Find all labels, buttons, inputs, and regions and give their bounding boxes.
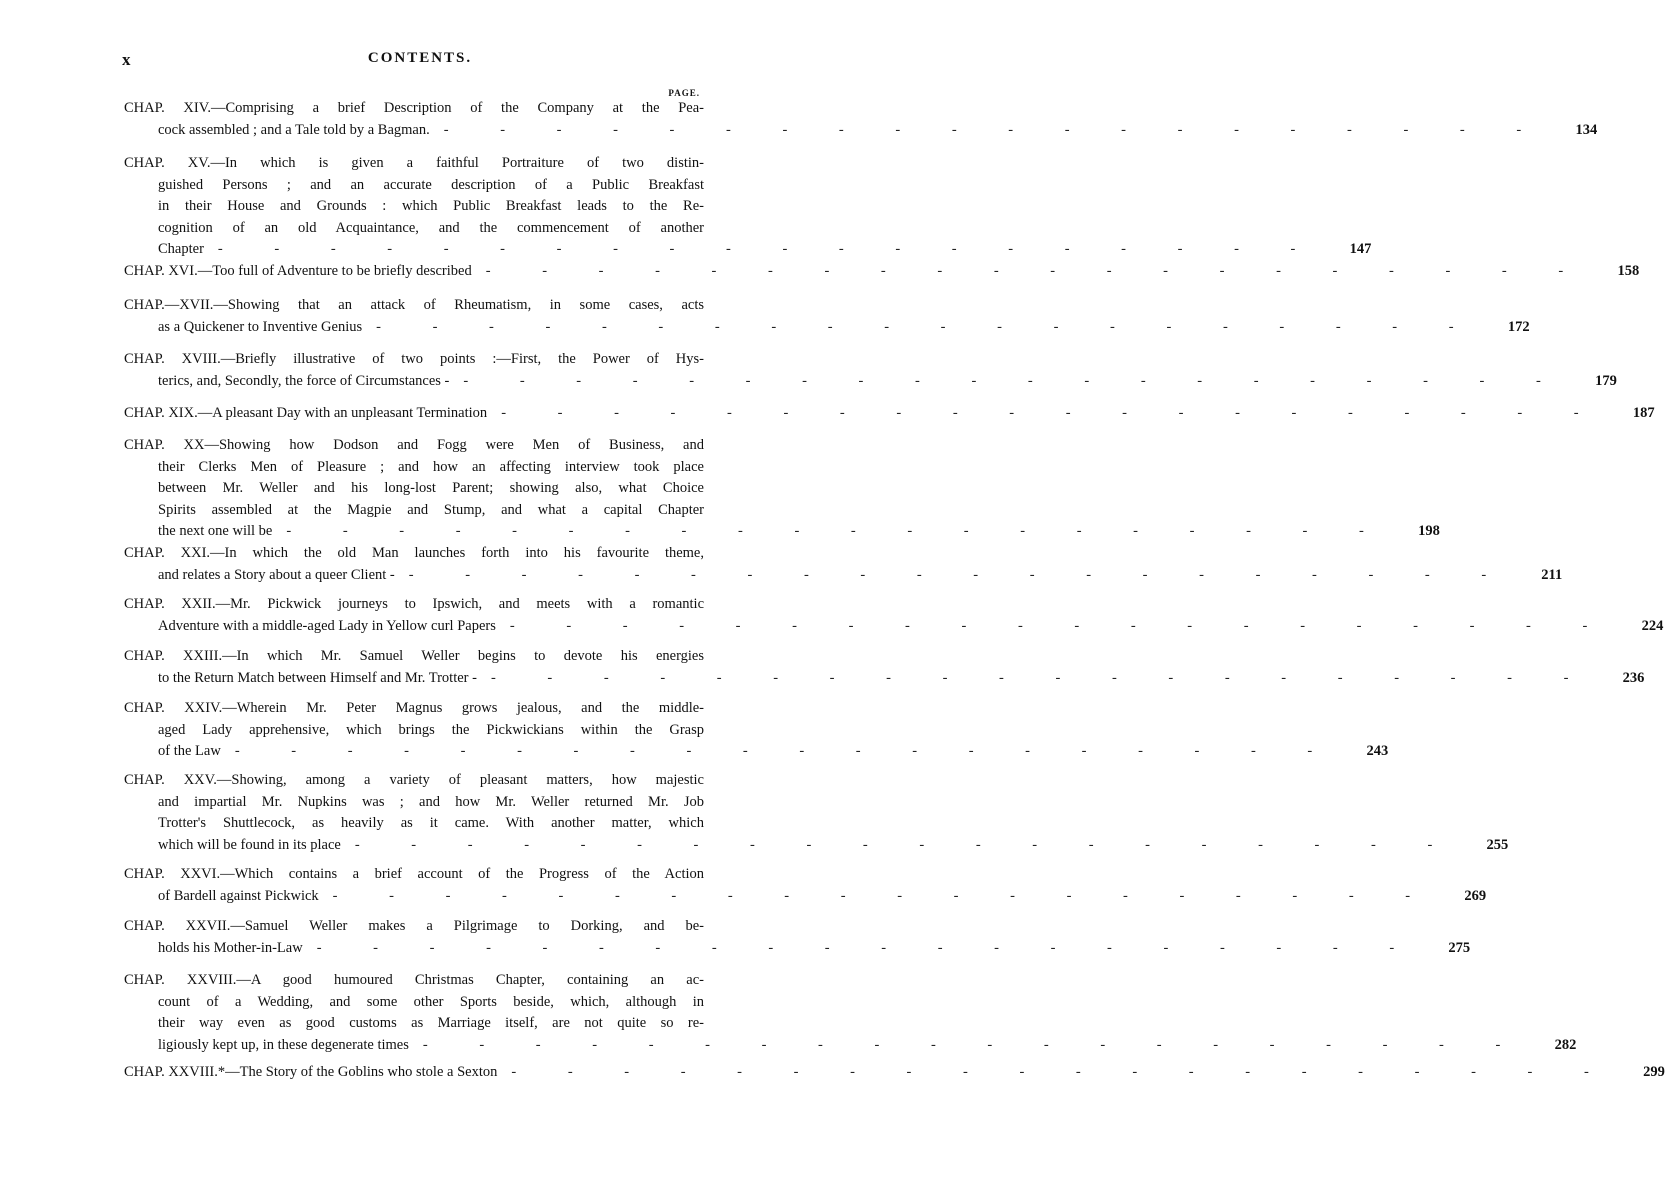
entry-last-line (124, 565, 1563, 587)
entry-last-line (124, 616, 1664, 638)
page-ref: 299 (1643, 1064, 1665, 1080)
leader-dashes: - - - - - - - - - - - - - - - - - - - - (316, 939, 1419, 956)
entry-last-line (124, 521, 1440, 543)
entry-text: to the Return Match between Himself and Mr. Trotter - (158, 669, 477, 686)
entry-line: between Mr. Weller and his long-lost Parent; showing also, what Choice (158, 480, 704, 496)
contents-entry (124, 403, 1655, 425)
page-ref: 243 (1366, 743, 1389, 759)
entry-text: the next one will be (158, 523, 273, 539)
contents-entry (124, 1062, 1665, 1084)
entry-text: of Bardell against Pickwick (158, 887, 319, 904)
entry-text: ligiously kept up, in these degenerate times (158, 1036, 409, 1053)
contents-entry (124, 295, 1530, 338)
page-ref: 275 (1448, 939, 1471, 956)
entry-text: terics, and, Secondly, the force of Circumstances - (158, 372, 450, 389)
contents-entry (124, 435, 1440, 543)
leader-dashes: - - - - - - - - - - - - - - - - - - - - (422, 1036, 1525, 1053)
entry-text: and relates a Story about a queer Client - (158, 566, 395, 583)
entry-text: holds his Mother-in-Law (158, 939, 303, 956)
page-title: CONTENTS. (367, 50, 473, 66)
page-ref: 224 (1641, 617, 1664, 634)
contents-entry (124, 543, 1563, 586)
leader-dashes: - - - - - - - - - - - - - - - - - - - - (443, 121, 1546, 138)
page-ref: 179 (1595, 372, 1617, 389)
entry-last-line (124, 938, 1471, 960)
entry-last-line (124, 261, 1640, 283)
page-ref: 172 (1507, 318, 1530, 335)
contents-entry (124, 770, 1509, 856)
page-column-label: PAGE. (668, 88, 700, 98)
page-ref: 198 (1418, 523, 1440, 539)
entry-last-line (124, 668, 1645, 690)
entry-last-line (124, 371, 1617, 393)
entry-line: CHAP. XXI.—In which the old Man launches forth into his favourite theme, (124, 545, 704, 561)
entry-line: CHAP. XXII.—Mr. Pickwick journeys to Ipswich, and meets with a romantic (124, 596, 704, 612)
leader-dashes: - - - - - - - - - - - - - - - - - - - - (286, 523, 1388, 539)
entry-line: CHAP. XX—Showing how Dodson and Fogg were Men of Business, and (124, 437, 704, 453)
page-ref: 255 (1486, 836, 1509, 853)
page-ref: 269 (1464, 887, 1487, 904)
leader-dashes: - - - - - - - - - - - - - - - - - - - - (501, 405, 1603, 421)
entry-last-line (124, 1062, 1665, 1084)
leader-dashes: - - - - - - - - - - - - - - - - - - - - (485, 263, 1588, 279)
entry-text: CHAP. XIX.—A pleasant Day with an unpleasant Termination (124, 405, 488, 421)
contents-entry (124, 153, 1372, 261)
entry-line: CHAP. XVIII.—Briefly illustrative of two points :—First, the Power of Hys- (124, 351, 704, 367)
contents-entry (124, 98, 1598, 141)
entry-line: their way even as good customs as Marriage itself, are not quite so re- (158, 1015, 704, 1031)
contents-entry (124, 646, 1645, 689)
page-ref: 158 (1617, 263, 1640, 279)
entry-line: cognition of an old Acquaintance, and the commencement of another (158, 219, 704, 236)
entry-line: and impartial Mr. Nupkins was ; and how Mr. Weller returned Mr. Job (158, 793, 704, 810)
entry-last-line (124, 403, 1655, 425)
entry-last-line (124, 1035, 1577, 1057)
entry-line: CHAP. XIV.—Comprising a brief Description of the Company at the Pea- (124, 100, 704, 116)
contents-entry (124, 864, 1487, 907)
entry-line: guished Persons ; and an accurate description of a Public Breakfast (158, 176, 704, 193)
entry-text: CHAP. XXVIII.*—The Story of the Goblins who stole a Sexton (124, 1064, 498, 1080)
entry-text: CHAP. XVI.—Too full of Adventure to be briefly described (124, 263, 472, 279)
leader-dashes: - - - - - - - - - - - - - - - - - - - - (511, 1064, 1613, 1080)
contents-entry (124, 349, 1617, 392)
page-number: x (122, 50, 131, 69)
entry-last-line (124, 120, 1598, 142)
entry-text: Chapter (158, 241, 204, 257)
contents-entry (124, 594, 1664, 637)
entry-line: CHAP. XXV.—Showing, among a variety of pleasant matters, how majestic (124, 772, 704, 788)
contents-entry (124, 261, 1640, 283)
contents-entry (124, 916, 1471, 959)
contents-entry (124, 970, 1577, 1056)
entry-line: CHAP. XXIV.—Wherein Mr. Peter Magnus grows jealous, and the middle- (124, 700, 704, 716)
leader-dashes: - - - - - - - - - - - - - - - - - - - - (234, 743, 1337, 759)
entry-text: which will be found in its place (158, 836, 341, 853)
leader-dashes: - - - - - - - - - - - - - - - - - - - - (332, 887, 1435, 904)
entry-last-line (124, 886, 1487, 908)
entry-line: count of a Wedding, and some other Sports beside, which, although in (158, 993, 704, 1010)
leader-dashes: - - - - - - - - - - - - - - - - - - - - (217, 241, 1320, 257)
entry-line: their Clerks Men of Pleasure ; and how an affecting interview took place (158, 458, 704, 475)
entry-text: cock assembled ; and a Tale told by a Bagman. (158, 121, 430, 138)
page-ref: 282 (1554, 1036, 1577, 1053)
leader-dashes: - - - - - - - - - - - - - - - - - - - - (490, 669, 1593, 686)
entry-text: of the Law (158, 743, 221, 759)
entry-line: Trotter's Shuttlecock, as heavily as it came. With another matter, which (158, 815, 704, 831)
leader-dashes: - - - - - - - - - - - - - - - - - - - - (354, 836, 1457, 853)
leader-dashes: - - - - - - - - - - - - - - - - - - - - (509, 617, 1612, 634)
entry-last-line (124, 835, 1509, 857)
entry-line: CHAP. XXVI.—Which contains a brief account of the Progress of the Action (124, 866, 704, 882)
leader-dashes: - - - - - - - - - - - - - - - - - - - - (463, 372, 1565, 389)
page-ref: 147 (1349, 241, 1372, 257)
entry-line: CHAP. XXVII.—Samuel Weller makes a Pilgrimage to Dorking, and be- (124, 918, 704, 934)
page-ref: 211 (1541, 566, 1563, 583)
page-ref: 236 (1622, 669, 1645, 686)
running-header (0, 50, 840, 74)
page-ref: 134 (1575, 121, 1598, 138)
entry-line: aged Lady apprehensive, which brings the Pickwickians within the Grasp (158, 721, 704, 738)
entry-last-line (124, 317, 1530, 339)
entry-line: Spirits assembled at the Magpie and Stump, and what a capital Chapter (158, 501, 704, 518)
entry-line: in their House and Grounds : which Public Breakfast leads to the Re- (158, 198, 704, 214)
entry-last-line (124, 741, 1389, 763)
entry-last-line (124, 239, 1372, 261)
leader-dashes: - - - - - - - - - - - - - - - - - - - - (408, 566, 1511, 583)
entry-line: CHAP. XXVIII.—A good humoured Christmas Chapter, containing an ac- (124, 972, 704, 988)
entry-text: as a Quickener to Inventive Genius (158, 318, 363, 335)
leader-dashes: - - - - - - - - - - - - - - - - - - - - (376, 318, 1478, 335)
entry-text: Adventure with a middle-aged Lady in Yellow curl Papers (158, 617, 496, 634)
entry-line: CHAP.—XVII.—Showing that an attack of Rheumatism, in some cases, acts (124, 297, 704, 313)
entry-line: CHAP. XV.—In which is given a faithful Portraiture of two distin- (124, 155, 704, 171)
page-ref: 187 (1632, 405, 1655, 421)
contents-entry (124, 698, 1389, 763)
entry-line: CHAP. XXIII.—In which Mr. Samuel Weller begins to devote his energies (124, 648, 704, 664)
